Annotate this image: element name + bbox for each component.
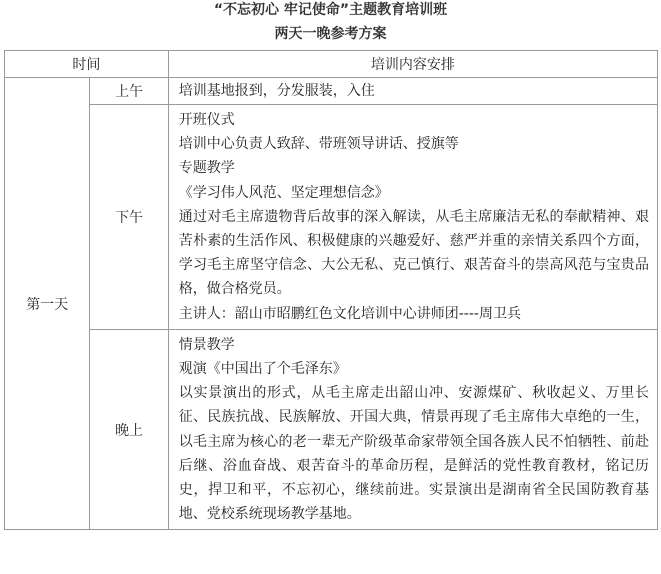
afternoon-content [168, 105, 657, 330]
table-row [5, 105, 658, 330]
afternoon-line-4: 《学习伟人风范、坚定理想信念》 [178, 184, 389, 201]
evening-line-2: 观演《中国出了个毛泽东》 [178, 361, 347, 378]
table-row [5, 329, 658, 530]
afternoon-line-2: 培训中心负责人致辞、带班领导讲话、授旗等 [178, 136, 459, 153]
header-content: 培训内容安排 [168, 51, 657, 78]
evening-paragraph: 以实景演出的形式，从毛主席走出韶山冲、安源煤矿、秋收起义、万里长征、民族抗战、民族解放、开国大典，情景再现了毛主席伟大卓绝的一生，以毛主席为核心的老一辈无产阶级革命家带领全国各族人民不怕牺牲、前赴后继、浴血奋战、艰苦奋斗的革命历程，是鲜活的党性教育教材，铭记历史，捍卫和平，不忘初心，继续前进。实景演出是湖南省全民国防教育基地、党校系统现场教学基地。 [178, 385, 649, 523]
afternoon-paragraph: 通过对毛主席遗物背后故事的深入解读，从毛主席廉洁无私的奉献精神、艰苦朴素的生活作风、积极健康的兴趣爱好、慈严并重的亲情关系四个方面，学习毛主席坚守信念、大公无私、克己慎行、艰苦奋斗的崇高风范与宝贵品格，做合格党员。 [178, 208, 649, 298]
header-time: 时间 [5, 51, 169, 78]
evening-content [168, 329, 657, 530]
schedule-table [4, 50, 658, 530]
table-header-row [5, 51, 658, 78]
afternoon-label: 下午 [90, 105, 168, 330]
afternoon-speaker: 主讲人：韶山市昭鹏红色文化培训中心讲师团----周卫兵 [178, 305, 521, 322]
morning-label: 上午 [90, 78, 168, 105]
document-title: “不忘初心 牢记使命”主题教育培训班 [213, 2, 448, 18]
afternoon-line-1: 开班仪式 [178, 112, 235, 128]
table-row [5, 78, 658, 105]
afternoon-line-3: 专题教学 [178, 160, 235, 177]
evening-label: 晚上 [90, 329, 168, 530]
morning-text: 培训基地报到，分发服装，入住 [178, 82, 375, 99]
evening-line-1: 情景教学 [178, 336, 235, 353]
document-subtitle: 两天一晚参考方案 [274, 26, 387, 42]
day-cell: 第一天 [5, 78, 90, 530]
morning-content [168, 78, 657, 105]
